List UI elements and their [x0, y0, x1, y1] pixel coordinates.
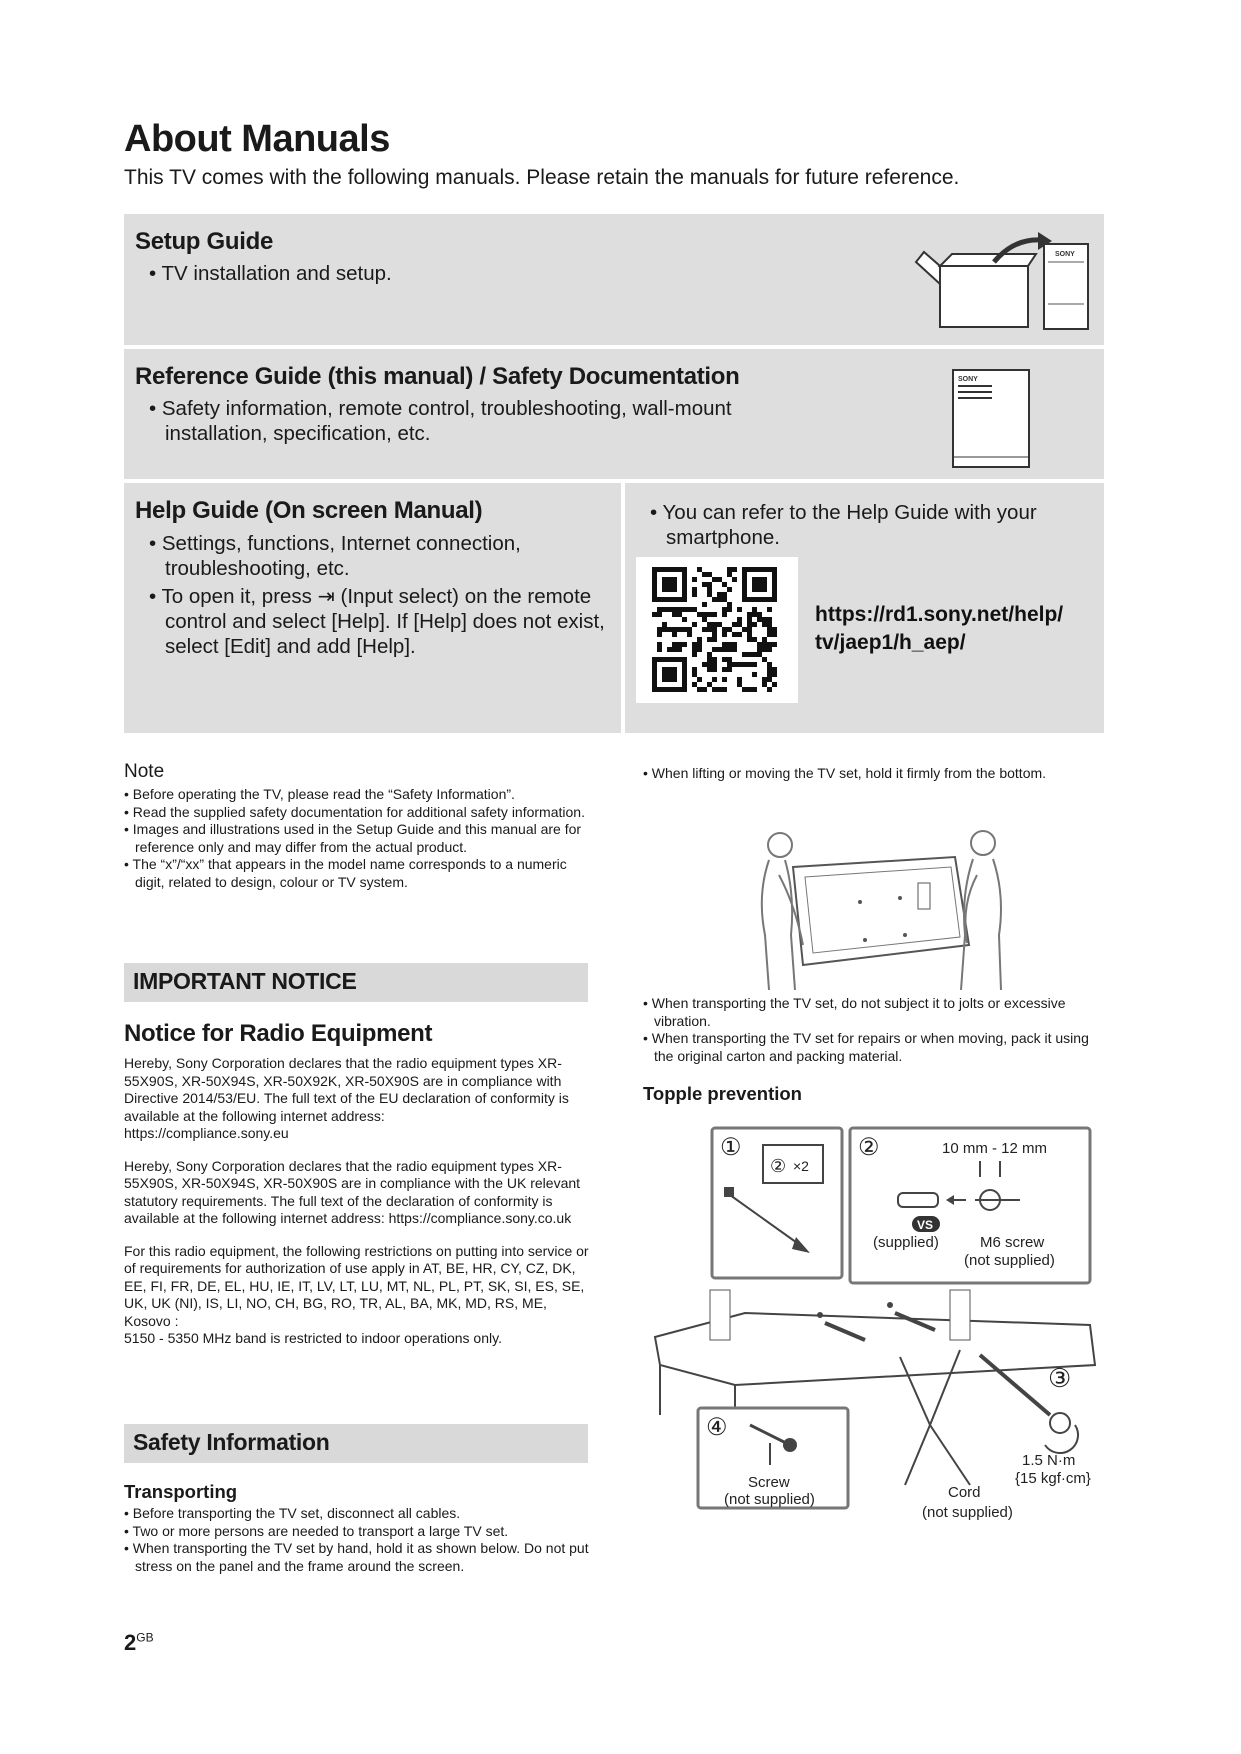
important-notice-header: IMPORTANT NOTICE	[124, 963, 588, 1002]
step-2-label: ②	[858, 1134, 880, 1161]
note-item: • The “x”/“xx” that appears in the model name corresponds to a numeric digit, related to design, colour or TV system.	[124, 856, 589, 891]
step-1-label: ①	[720, 1134, 742, 1161]
radio-para-2: Hereby, Sony Corporation declares that the radio equipment types XR-55X90S, XR-50X94S, XR-50X90S are in compliance with the UK relevant statutory requirements. The full text of the declaration of conformity is available at the following internet address: https://compliance.sony.co.uk	[124, 1157, 581, 1226]
help-guide-bullet-2: • To open it, press ⇥ (Input select) on the remote control and select [Help]. If [Help] does not exist, select [Edit] and add [Help].	[135, 584, 645, 659]
torque-label: 1.5 N·m	[1022, 1452, 1076, 1469]
radio-url-eu[interactable]: https://compliance.sony.eu	[124, 1125, 289, 1141]
note-list	[124, 786, 589, 891]
cord-label: Cord	[948, 1484, 981, 1501]
step-4-label: ④	[706, 1414, 728, 1441]
two-persons-carrying-tv-illustration	[755, 825, 1015, 990]
transporting-item: • Two or more persons are needed to transport a large TV set.	[124, 1523, 599, 1541]
multiplier-label: ×2	[793, 1158, 809, 1174]
help-guide-phone-text: • You can refer to the Help Guide with your smartphone.	[636, 500, 1096, 550]
manual-booklet-icon	[952, 369, 1032, 469]
lift-text	[643, 765, 1083, 783]
help-guide-heading: Help Guide (On screen Manual)	[135, 497, 483, 524]
page-title: About Manuals	[124, 118, 390, 160]
note-item: • Before operating the TV, please read the “Safety Information”.	[124, 786, 589, 804]
note-item: • Images and illustrations used in the Setup Guide and this manual are for reference only and may differ from the actual product.	[124, 821, 589, 856]
radio-heading: Notice for Radio Equipment	[124, 1020, 433, 1047]
step-3-label: ③	[1048, 1363, 1072, 1393]
setup-guide-heading: Setup Guide	[135, 228, 274, 255]
safety-information-header: Safety Information	[124, 1424, 588, 1463]
screw-not-supplied-label: (not supplied)	[724, 1491, 815, 1508]
note-heading: Note	[124, 761, 165, 782]
reference-guide-heading: Reference Guide (this manual) / Safety Documentation	[135, 363, 740, 390]
help-guide-section	[124, 483, 621, 733]
dimension-label: 10 mm - 12 mm	[942, 1140, 1048, 1157]
page-number-suffix: GB	[136, 1630, 154, 1645]
transporting-item: • When transporting the TV set by hand, hold it as shown below. Do not put stress on the panel and the frame around the screen.	[124, 1540, 599, 1575]
radio-text	[124, 1055, 594, 1348]
box-manual-icon	[904, 232, 1094, 332]
reference-guide-bullet: • Safety information, remote control, troubleshooting, wall-mount installation, specification, etc.	[135, 396, 825, 446]
lift-bullet: • When lifting or moving the TV set, hold it firmly from the bottom.	[643, 765, 1083, 783]
transporting-item: • Before transporting the TV set, disconnect all cables.	[124, 1505, 599, 1523]
transporting-list	[124, 1505, 599, 1575]
cord-not-supplied-label: (not supplied)	[922, 1504, 1013, 1521]
supplied-label: (supplied)	[873, 1234, 939, 1251]
transport-item: • When transporting the TV set for repairs or when moving, pack it using the original carton and packing material.	[643, 1030, 1098, 1065]
intro-text: This TV comes with the following manuals. Please retain the manuals for future reference.	[124, 166, 960, 189]
transport-bullets-right	[643, 995, 1098, 1065]
torque-kgf-label: {15 kgf·cm}	[1015, 1470, 1091, 1487]
brand-label: SONY	[1055, 251, 1075, 258]
page-number	[124, 1630, 154, 1656]
setup-guide-bullet: • TV installation and setup.	[135, 261, 392, 286]
setup-guide-section	[124, 214, 1104, 345]
qr-code[interactable]	[636, 557, 798, 703]
help-guide-url[interactable]: https://rd1.sony.net/help/ tv/jaep1/h_aep/	[815, 603, 1064, 654]
radio-para-3: For this radio equipment, the following restrictions on putting into service or of requirements for authorization of use apply in AT, BE, HR, CY, CZ, DK, EE, FI, FR, DE, EL, HU, IE, IT, LV, LT, LU, MT, NL, PL, PT, SK, SI, ES, SE, UK, UK (NI), IS, LI, NO, CH, BG, RO, TR, AL, BA, MK, MD, RS, ME, Kosovo :	[124, 1242, 589, 1329]
radio-para-1: Hereby, Sony Corporation declares that the radio equipment types XR-55X90S, XR-50X94S, XR-50X92K, XR-50X90S are in compliance with Directive 2014/53/EU. The full text of the EU declaration of conformity is available at the following internet address:	[124, 1055, 569, 1124]
help-guide-bullet-1: • Settings, functions, Internet connection, troubleshooting, etc.	[135, 531, 605, 581]
transport-item: • When transporting the TV set, do not subject it to jolts or excessive vibration.	[643, 995, 1098, 1030]
screw-label: Screw	[748, 1474, 790, 1491]
topple-prevention-diagram	[650, 1125, 1110, 1535]
step-2-ref: ②	[770, 1156, 787, 1176]
note-item: • Read the supplied safety documentation for additional safety information.	[124, 804, 589, 822]
topple-heading: Topple prevention	[643, 1083, 802, 1104]
help-guide-phone-section	[625, 483, 1104, 733]
reference-guide-section	[124, 349, 1104, 479]
m6-screw-label: M6 screw	[980, 1234, 1045, 1251]
vs-badge: VS	[917, 1218, 934, 1232]
radio-band: 5150 - 5350 MHz band is restricted to indoor operations only.	[124, 1330, 502, 1346]
transporting-heading: Transporting	[124, 1481, 238, 1502]
page-number-value: 2	[124, 1630, 137, 1655]
m6-not-supplied-label: (not supplied)	[964, 1252, 1055, 1269]
booklet-brand-label: SONY	[958, 376, 978, 383]
